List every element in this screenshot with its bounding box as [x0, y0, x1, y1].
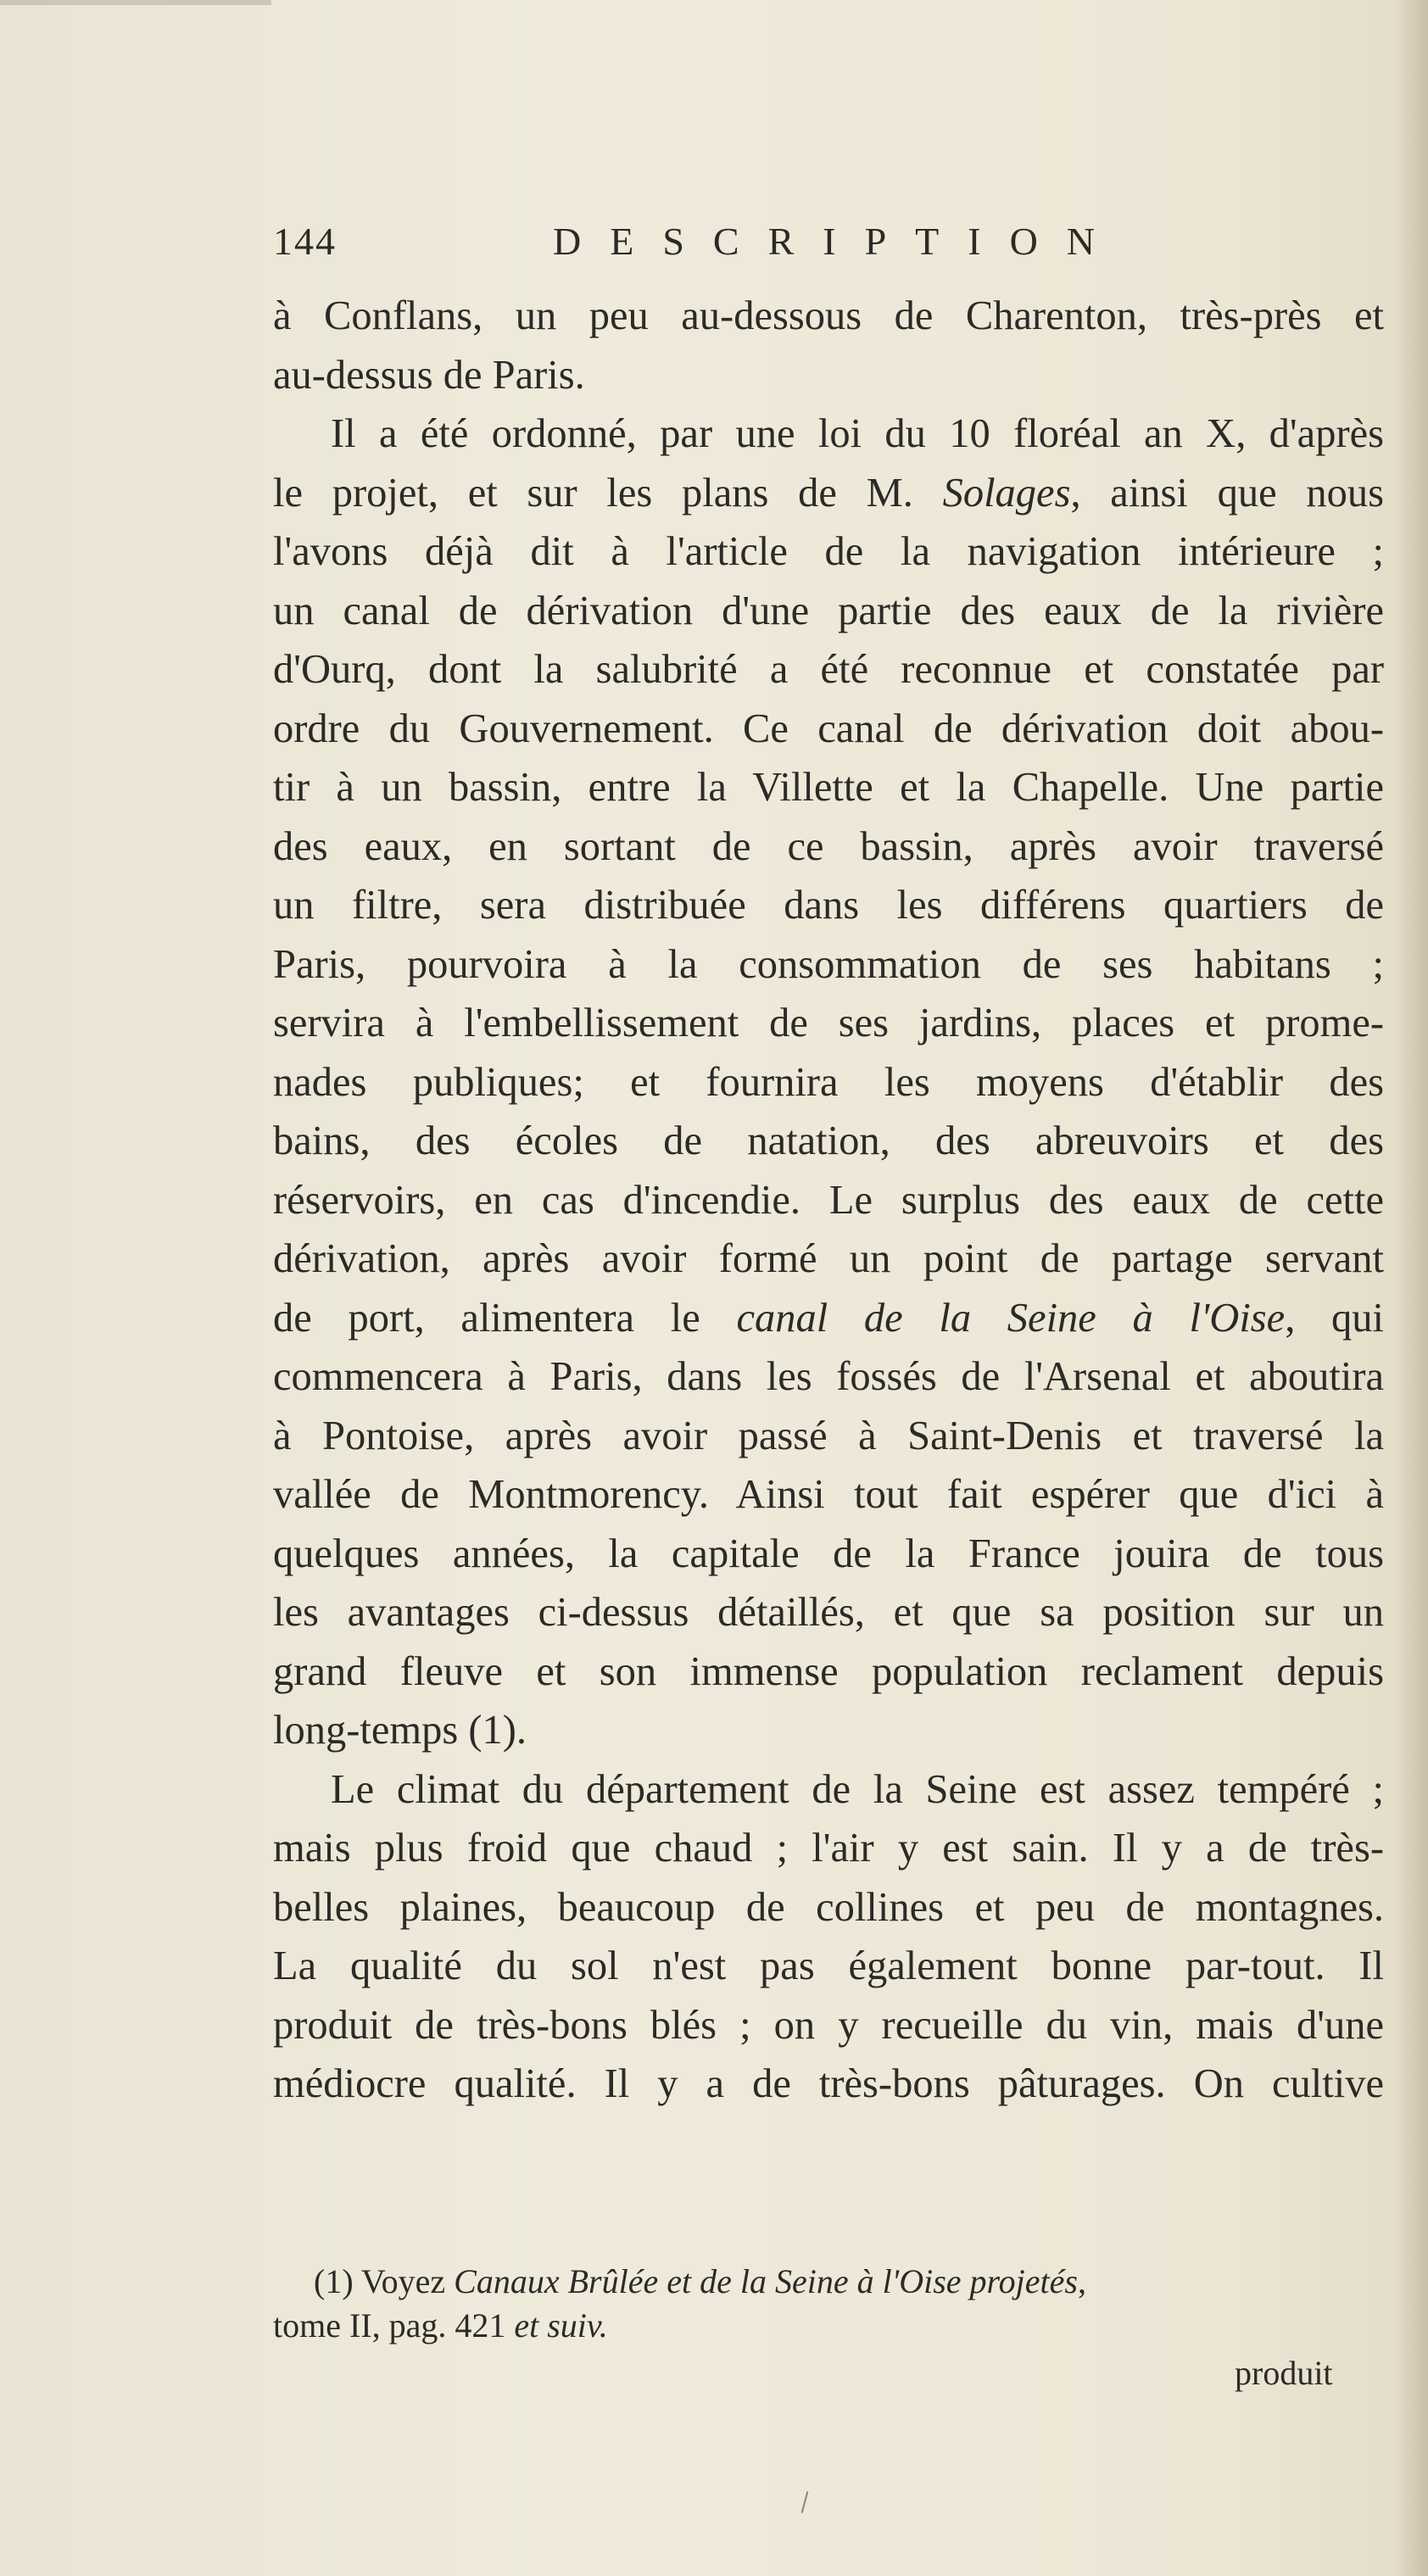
page-number: 144	[273, 220, 337, 263]
footnote-line	[273, 2260, 1392, 2304]
text-line: à Pontoise, après avoir passé à Saint-Denis et traversé la	[273, 1413, 1384, 1458]
top-edge-rule	[0, 0, 271, 5]
footnote	[273, 2260, 1392, 2348]
text-line: les avantages ci-dessus détaillés, et que sa position sur un	[273, 1590, 1384, 1635]
text-run: le projet, et sur les plans de M.	[273, 470, 943, 516]
text-line: médiocre qualité. Il y a de très-bons pâturages. On cultive	[273, 2061, 1384, 2106]
footnote-line	[273, 2304, 1392, 2348]
text-line: réservoirs, en cas d'incendie. Le surplus des eaux de cette	[273, 1177, 1384, 1223]
footnote-lead: (1) Voyez	[314, 2262, 455, 2300]
text-line: La qualité du sol n'est pas également bonne par-tout. Il	[273, 1943, 1384, 1988]
body-text	[273, 287, 1384, 2114]
text-line: produit de très-bons blés ; on y recueille du vin, mais d'une	[273, 2002, 1384, 2048]
text-line: long-temps (1).	[273, 1708, 527, 1753]
text-line: des eaux, en sortant de ce bassin, après avoir traversé	[273, 823, 1384, 869]
text-line: servira à l'embellissement de ses jardins, places et prome-	[273, 1001, 1384, 1045]
text-line: Il a été ordonné, par une loi du 10 floréal an X, d'après	[331, 411, 1384, 456]
text-line: un canal de dérivation d'une partie des eaux de la rivière	[273, 588, 1384, 633]
text-line: d'Ourq, dont la salubrité a été reconnue et constatée par	[273, 647, 1384, 692]
text-run: de port, alimentera le	[273, 1295, 737, 1341]
text-line: l'avons déjà dit à l'article de la navigation intérieure ;	[273, 529, 1384, 574]
text-run: , ainsi que nous	[1070, 470, 1384, 516]
text-line: Le climat du département de la Seine est assez tempéré ;	[331, 1766, 1384, 1812]
text-line: nades publiques; et fournira les moyens d'établir des	[273, 1059, 1384, 1105]
running-title: DESCRIPTION	[553, 220, 1124, 263]
text-line: grand fleuve et son immense population reclament depuis	[273, 1648, 1384, 1694]
page-spine-shadow	[1394, 0, 1428, 2576]
text-line: dérivation, après avoir formé un point de partage servant	[273, 1236, 1384, 1281]
text-run: , qui	[1285, 1295, 1385, 1341]
text-line: un filtre, sera distribuée dans les différens quartiers de	[273, 883, 1384, 928]
text-line: ordre du Gouvernement. Ce canal de dérivation doit abou-	[273, 705, 1384, 751]
text-line: Paris, pourvoira à la consommation de ses habitans ;	[273, 941, 1384, 987]
text-line: mais plus froid que chaud ; l'air y est sain. Il y a de très-	[273, 1826, 1384, 1871]
footnote-punct: ,	[1077, 2262, 1086, 2300]
text-line: vallée de Montmorency. Ainsi tout fait espérer que d'ici à	[273, 1472, 1384, 1517]
text-line	[273, 464, 1384, 523]
page-mark	[801, 2491, 809, 2513]
italic-name: Solages	[942, 470, 1071, 516]
footnote-ref-italic: et suiv.	[514, 2306, 608, 2345]
footnote-title: Canaux Brûlée et de la Seine à l'Oise projetés	[454, 2262, 1078, 2300]
text-line: commencera à Paris, dans les fossés de l'Arsenal et aboutira	[273, 1354, 1384, 1399]
text-line: belles plaines, beaucoup de collines et peu de montagnes.	[273, 1884, 1384, 1930]
footnote-ref: tome II, pag. 421	[273, 2306, 515, 2345]
text-line: à Conflans, un peu au-dessous de Charenton, très-près et	[273, 293, 1384, 338]
text-line	[273, 1289, 1384, 1348]
text-line: quelques années, la capitale de la France jouira de tous	[273, 1531, 1384, 1576]
page-header	[273, 219, 1124, 278]
text-line: au-dessus de Paris.	[273, 352, 585, 398]
text-line: bains, des écoles de natation, des abreuvoirs et des	[273, 1118, 1384, 1163]
text-line: tir à un bassin, entre la Villette et la Chapelle. Une partie	[273, 765, 1384, 810]
catchword: produit	[1235, 2354, 1333, 2392]
italic-canal: canal de la Seine à l'Oise	[736, 1295, 1286, 1341]
